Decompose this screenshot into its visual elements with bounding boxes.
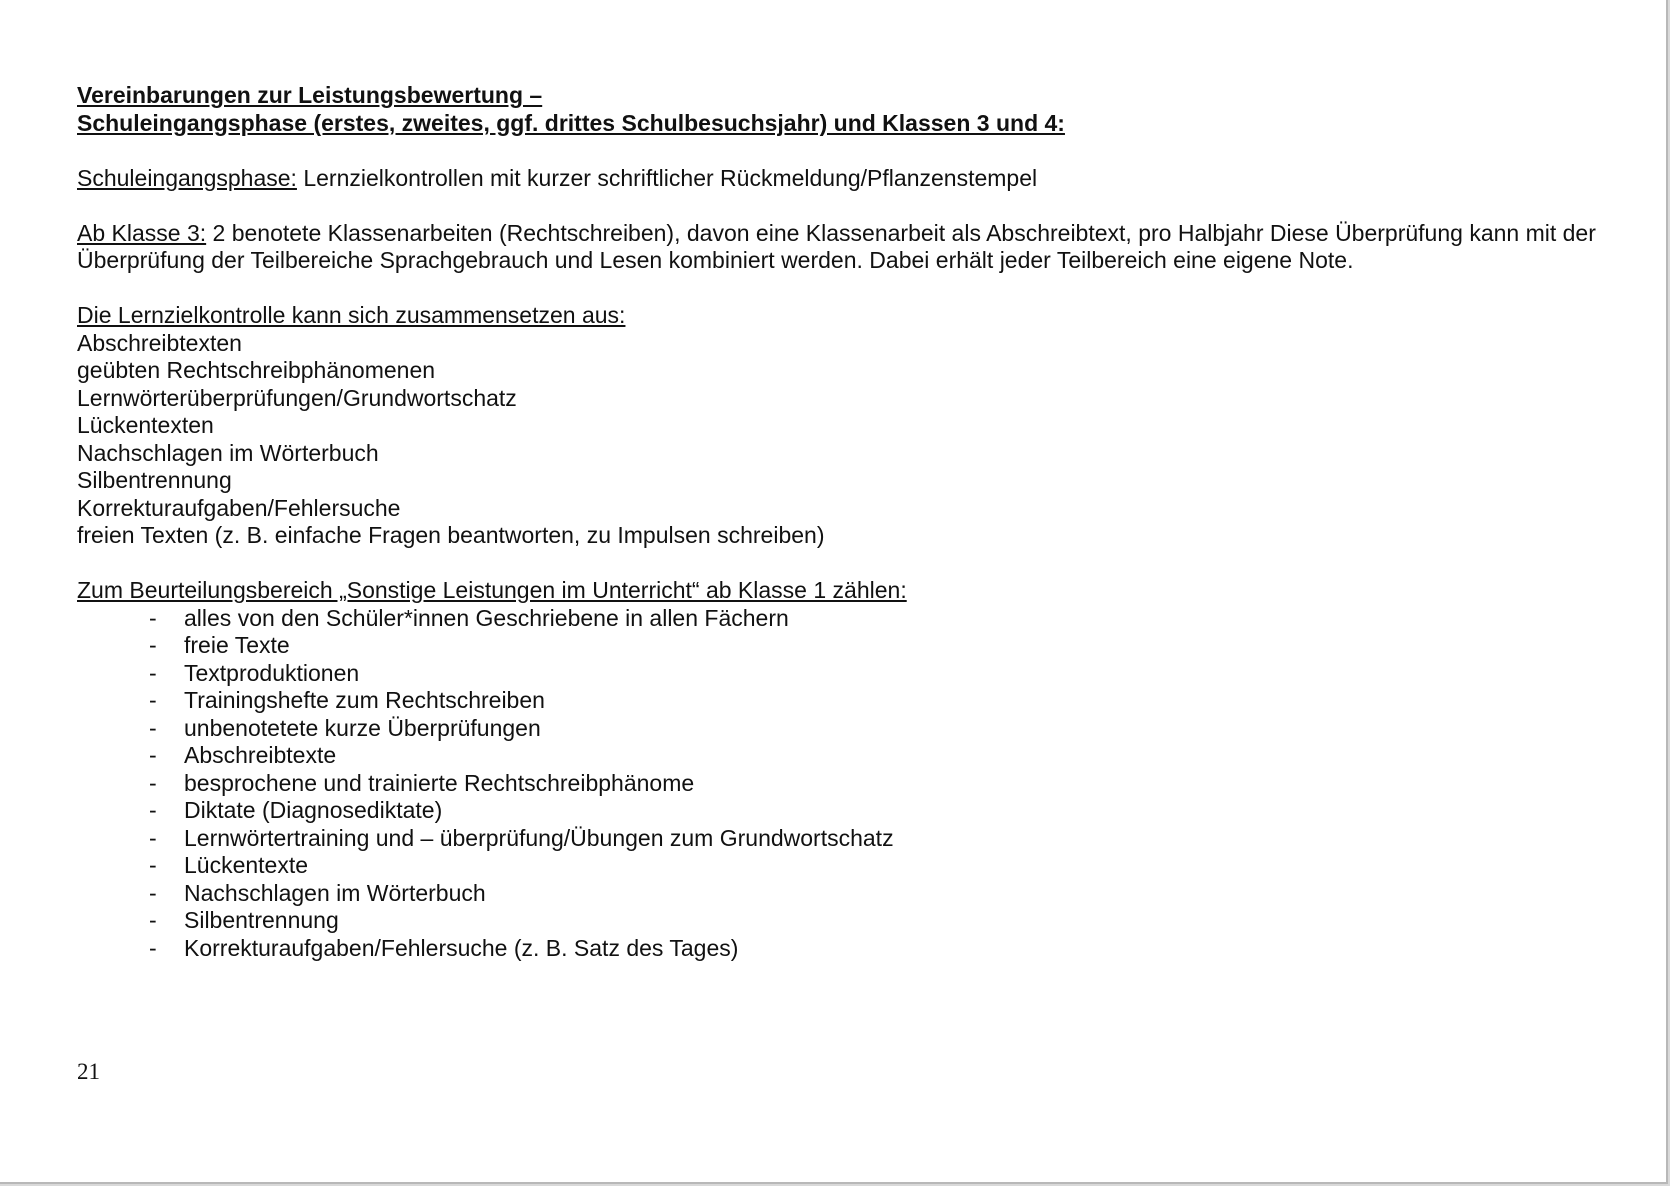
list-item [77,852,1597,880]
sonstige-section [77,577,1597,962]
ab-klasse3-label: Ab Klasse 3: [77,219,207,246]
sonstige-list [77,605,1597,963]
ab-klasse3-text: 2 benotete Klassenarbeiten (Rechtschreiben), davon eine Klassenarbeit als Abschreibtext, pro Halbjahr Diese Überprüfung kann mit der Überprüfung der Teilbereiche Sprachgebrauch und Lesen kombiniert werden. Dabei erhält jeder Teilbereich eine eigene Note. [77,219,1596,273]
list-item [77,605,1597,633]
dash-bullet: - [149,852,157,878]
list-item: Lernwörterüberprüfungen/Grundwortschatz [77,384,517,411]
list-item [77,907,1597,935]
dash-bullet: - [149,797,157,823]
heading-line-2: Schuleingangsphase (erstes, zweites, ggf. drittes Schulbesuchsjahr) und Klassen 3 und 4: [77,109,1065,136]
list-item-text: Nachschlagen im Wörterbuch [184,879,486,906]
list-item-text: freie Texte [184,632,290,658]
schuleingang-label: Schuleingangsphase: [77,164,297,191]
list-item-text: Silbentrennung [184,907,339,933]
heading-line-1: Vereinbarungen zur Leistungsbewertung – [77,82,543,108]
dash-bullet: - [149,604,157,631]
list-item: freien Texten (z. B. einfache Fragen beantworten, zu Impulsen schreiben) [77,522,825,548]
list-item-text: besprochene und trainierte Rechtschreibphänome [184,769,695,796]
list-item [77,825,1597,853]
list-item: Abschreibtexten [77,329,242,356]
list-item [77,742,1597,770]
schuleingang-paragraph [77,165,1597,193]
list-item: Lückentexten [77,412,214,438]
list-item [77,660,1597,688]
schuleingang-text: Lernzielkontrollen mit kurzer schriftlicher Rückmeldung/Pflanzenstempel [296,164,1038,191]
list-item [77,687,1597,715]
list-item-text: Korrekturaufgaben/Fehlersuche (z. B. Satz des Tages) [184,934,739,961]
list-item [77,715,1597,743]
list-item-text: unbenotetete kurze Überprüfungen [184,714,541,741]
list-item: geübten Rechtschreibphänomenen [77,357,436,383]
list-item [77,880,1597,908]
dash-bullet: - [149,632,157,658]
list-item-text: Abschreibtexte [184,742,337,768]
page-number: 21 [77,1059,100,1084]
list-item [77,797,1597,825]
sonstige-label: Zum Beurteilungsbereich „Sonstige Leistungen im Unterricht“ ab Klasse 1 zählen: [77,577,907,603]
list-item: Nachschlagen im Wörterbuch [77,439,379,466]
lernziel-list [77,330,1597,550]
list-item-text: Diktate (Diagnosediktate) [184,797,443,823]
list-item-text: alles von den Schüler*innen Geschriebene in allen Fächern [184,604,789,631]
dash-bullet: - [149,769,157,796]
list-item: Korrekturaufgaben/Fehlersuche [77,494,401,521]
section-heading [77,82,1597,137]
list-item-text: Lückentexte [184,852,309,878]
page-content [77,82,1597,962]
dash-bullet: - [149,824,157,851]
list-item: Silbentrennung [77,467,232,493]
dash-bullet: - [149,879,157,906]
dash-bullet: - [149,714,157,741]
dash-bullet: - [149,742,157,768]
list-item [77,770,1597,798]
dash-bullet: - [149,687,157,713]
list-item [77,935,1597,963]
list-item-text: Lernwörtertraining und – überprüfung/Übungen zum Grundwortschatz [184,824,894,851]
list-item-text: Textproduktionen [184,659,360,686]
dash-bullet: - [149,659,157,686]
dash-bullet: - [149,934,157,961]
dash-bullet: - [149,907,157,933]
lernziel-section [77,302,1597,550]
lernziel-label: Die Lernzielkontrolle kann sich zusammensetzen aus: [77,302,626,328]
list-item [77,632,1597,660]
ab-klasse3-paragraph [77,220,1597,275]
list-item-text: Trainingshefte zum Rechtschreiben [184,687,545,713]
